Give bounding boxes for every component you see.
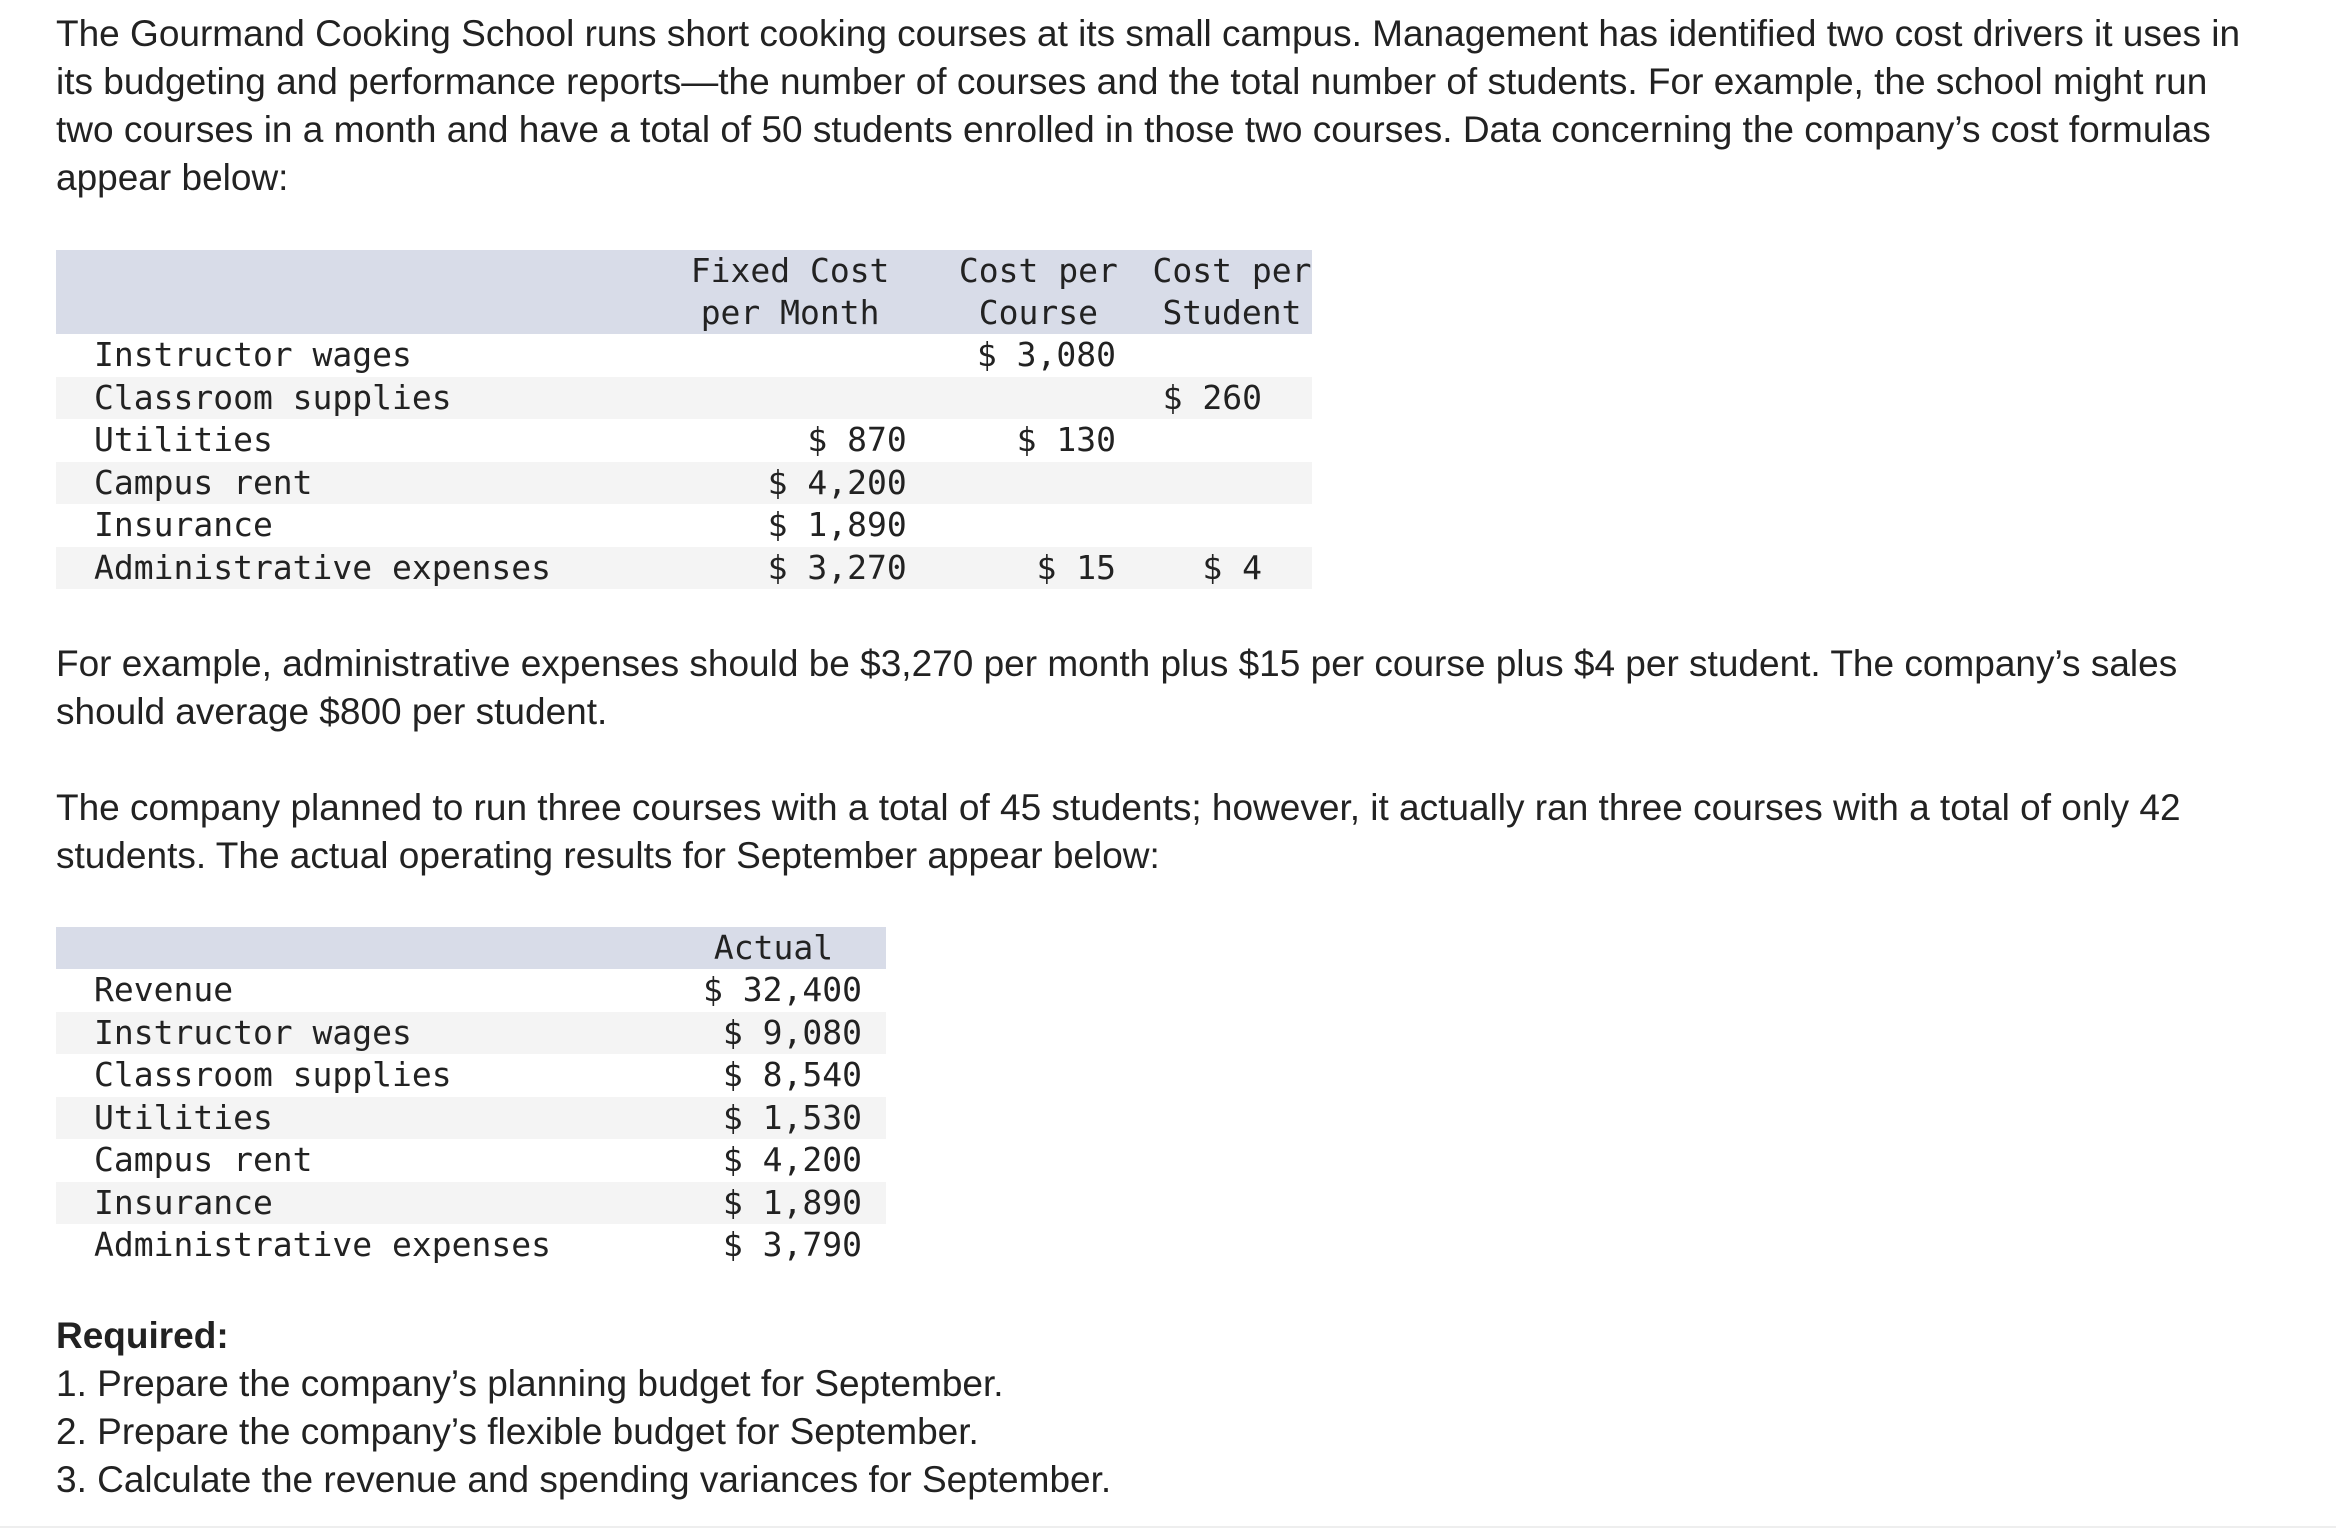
student-cost-cell xyxy=(1152,334,1312,377)
row-label: Utilities xyxy=(56,1097,661,1140)
table-row xyxy=(56,462,1312,505)
course-cost-cell xyxy=(925,462,1152,505)
course-cost-cell: $ 15 xyxy=(925,547,1152,590)
table-row xyxy=(56,547,1312,590)
row-label: Classroom supplies xyxy=(56,377,655,420)
required-item-1: 1. Prepare the company’s planning budget for September. xyxy=(56,1363,1004,1404)
cost-table-header xyxy=(56,250,1312,334)
actual-cell: $ 3,790 xyxy=(722,1225,862,1264)
row-label: Administrative expenses xyxy=(94,1225,551,1264)
table-row xyxy=(56,1097,886,1140)
table-row xyxy=(56,1224,886,1267)
actual-cell: $ 32,400 xyxy=(703,970,862,1009)
actual-cell: $ 4,200 xyxy=(722,1140,862,1179)
fixed-cost-cell xyxy=(655,377,924,420)
required-title: Required: xyxy=(56,1315,229,1356)
intro-paragraph: The Gourmand Cooking School runs short cooking courses at its small campus. Management has identified two cost drivers it uses in its budgeting and performance reports—the number of courses and the total number of students. For example, the school might run two courses in a month and have a total of 50 students enrolled in those two courses. Data concerning the company’s cost formulas appear below: xyxy=(56,13,2241,198)
course-cost-cell xyxy=(925,377,1152,420)
student-cost-cell xyxy=(1152,504,1312,547)
row-label: Utilities xyxy=(94,420,273,459)
header-fixed-cost: Fixed Cost per Month xyxy=(655,250,924,334)
course-cost-cell: $ 130 xyxy=(1016,420,1116,459)
row-label: Campus rent xyxy=(56,462,655,505)
table-row xyxy=(56,969,886,1012)
header-cost-per-course: Cost per Course xyxy=(925,250,1152,334)
course-cost-cell xyxy=(925,504,1152,547)
header-blank xyxy=(56,250,655,334)
row-label: Campus rent xyxy=(94,1140,313,1179)
row-label: Instructor wages xyxy=(94,335,412,374)
row-label: Revenue xyxy=(94,970,234,1009)
table-row xyxy=(56,334,1312,377)
actual-results-table xyxy=(56,927,886,1267)
row-label: Insurance xyxy=(94,505,273,544)
student-cost-cell xyxy=(1152,462,1312,505)
table-row xyxy=(56,1054,886,1097)
bottom-divider xyxy=(0,1526,2336,1528)
header-blank xyxy=(56,927,661,969)
table-row xyxy=(56,1012,886,1055)
header-actual: Actual xyxy=(661,927,886,969)
actual-table-header xyxy=(56,927,886,969)
fixed-cost-cell xyxy=(655,334,924,377)
required-section xyxy=(56,1312,2256,1504)
header-cost-per-student: Cost per Student xyxy=(1152,251,1312,332)
table-row xyxy=(56,504,1312,547)
required-item-2: 2. Prepare the company’s flexible budget for September. xyxy=(56,1411,979,1452)
planned-paragraph: The company planned to run three courses with a total of 45 students; however, it actually ran three courses with a total of only 42 students. The actual operating results for September appear below: xyxy=(56,787,2181,876)
actual-cell: $ 1,890 xyxy=(661,1182,886,1225)
required-item-3: 3. Calculate the revenue and spending variances for September. xyxy=(56,1459,1112,1500)
example-paragraph: For example, administrative expenses should be $3,270 per month plus $15 per course plus $4 per student. The company’s sales should average $800 per student. xyxy=(56,643,2178,732)
fixed-cost-cell: $ 3,270 xyxy=(655,547,924,590)
row-label: Instructor wages xyxy=(56,1012,661,1055)
student-cost-cell xyxy=(1152,419,1312,462)
student-cost-cell: $ 4 xyxy=(1152,547,1312,590)
actual-cell: $ 8,540 xyxy=(722,1055,862,1094)
cost-formula-table xyxy=(56,250,1312,589)
fixed-cost-cell: $ 870 xyxy=(807,420,907,459)
student-cost-cell: $ 260 xyxy=(1152,377,1312,420)
table-row xyxy=(56,1182,886,1225)
row-label: Classroom supplies xyxy=(94,1055,452,1094)
actual-cell: $ 1,530 xyxy=(661,1097,886,1140)
fixed-cost-cell: $ 1,890 xyxy=(767,505,907,544)
row-label: Insurance xyxy=(56,1182,661,1225)
table-row xyxy=(56,377,1312,420)
course-cost-cell: $ 3,080 xyxy=(976,335,1116,374)
row-label: Administrative expenses xyxy=(56,547,655,590)
table-row xyxy=(56,419,1312,462)
actual-cell: $ 9,080 xyxy=(661,1012,886,1055)
table-row xyxy=(56,1139,886,1182)
fixed-cost-cell: $ 4,200 xyxy=(655,462,924,505)
